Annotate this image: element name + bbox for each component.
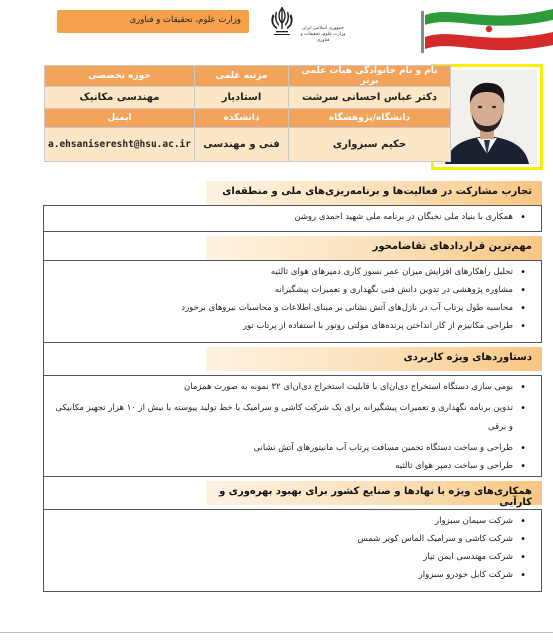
- list-item: • طراحی و ساخت دمپر هوای ثالثیه: [54, 460, 513, 473]
- section-header-contracts: [206, 236, 542, 260]
- section-header-cooperation: [206, 481, 542, 508]
- profile-info-table: [44, 65, 451, 162]
- value-university: حکیم سبزواری: [289, 128, 451, 162]
- profile-photo: [437, 70, 537, 164]
- section-box-participation: [43, 205, 542, 232]
- header-field: حوزه تخصصی: [45, 66, 195, 87]
- iran-emblem-icon: [266, 5, 298, 41]
- section-title: دستاوردهای ویژه کاربردی: [403, 352, 532, 363]
- list-item: • تحلیل راهکارهای افزایش میزان عمر نسوز کاری دمپرهای هوای ثالثیه: [54, 266, 513, 279]
- value-name: دکتر عباس احسانی سرشت: [289, 87, 451, 109]
- header-email: ایمیل: [45, 109, 195, 128]
- header-faculty: دانشکده: [195, 109, 289, 128]
- page-bottom-divider: [0, 632, 553, 633]
- info-header-row-2: [45, 109, 451, 128]
- section-box-achievements: [43, 375, 542, 477]
- header-name: نام و نام خانوادگی هیات علمی برتر: [289, 66, 451, 87]
- value-field: مهندسی مکانیک: [45, 87, 195, 109]
- list-item: • محاسبه طول پرتاب آب در نازل‌های آتش نشانی بر مبنای اطلاعات و محاسبات نیروهای برخورد: [54, 302, 513, 315]
- list-item: • طراحی و ساخت دستگاه تخمین مسافت پرتاب آب مانیتورهای آتش نشانی: [54, 442, 513, 455]
- ministry-label: وزارت علوم، تحقیقات و فناوری: [129, 15, 241, 25]
- iran-flag-icon: [415, 5, 553, 53]
- list-item: • مشاوره پژوهشی در تدوین دانش فنی نگهداری و تعمیرات پیشگیرانه: [54, 284, 513, 297]
- ministry-caption: جمهوری اسلامی ایران وزارت علوم، تحقیقات و فناوری: [300, 26, 346, 43]
- section-title: مهم‌ترین قراردادهای تقاضامحور: [372, 241, 532, 252]
- section-header-achievements: [206, 347, 542, 371]
- section-header-participation: [206, 181, 542, 205]
- header-university: دانشگاه/پژوهشگاه: [289, 109, 451, 128]
- divider: [43, 477, 44, 511]
- value-faculty: فنی و مهندسی: [195, 128, 289, 162]
- list-item: • طراحی مکانیزم از کار انداختن پرنده‌های مولتی روتور با استفاده از پرتاب تور: [54, 320, 513, 333]
- section-box-contracts: [43, 260, 542, 343]
- header-rank: مرتبه علمی: [195, 66, 289, 87]
- list-item: • شرکت کاشی و سرامیک الماس کویر شمس: [54, 533, 513, 546]
- list-item: • شرکت سیمان سبزوار: [54, 515, 513, 528]
- list-item: • بومی سازی دستگاه استخراج دی‌ان‌ای با قابلیت استخراج دی‌ان‌ای ۳۲ نمونه به صورت همزمان: [54, 381, 513, 394]
- list-item: • شرکت مهندسی ایمن تیار: [54, 551, 513, 564]
- value-email[interactable]: a.ehsaniseresht@hsu.ac.ir: [45, 128, 195, 162]
- info-value-row-1: [45, 87, 451, 109]
- list-item: • همکاری با بنیاد ملی نخبگان در برنامه ملی شهید احمدی روشن: [54, 211, 513, 224]
- list-item: • تدوین برنامه نگهداری و تعمیرات پیشگیرانه برای یک شرکت کاشی و سرامیک با خط تولید پیوسته با بیش از ۱۰ هزار تجهیز مکانیکی و برقی: [54, 399, 513, 437]
- value-rank: استادیار: [195, 87, 289, 109]
- info-value-row-2: [45, 128, 451, 162]
- list-item: • شرکت کابل خودرو سبزوار: [54, 569, 513, 582]
- divider: [43, 232, 44, 260]
- section-box-cooperation: [43, 509, 542, 592]
- divider: [43, 343, 44, 375]
- header-ministry-banner: [57, 10, 249, 33]
- info-header-row-1: [45, 66, 451, 87]
- section-title: تجارب مشارکت در فعالیت‌ها و برنامه‌ریزی‌های ملی و منطقه‌ای: [222, 186, 532, 197]
- section-title: همکاری‌های ویژه با نهادها و صنایع کشور برای بهبود بهره‌وری و کارآیی: [219, 486, 532, 508]
